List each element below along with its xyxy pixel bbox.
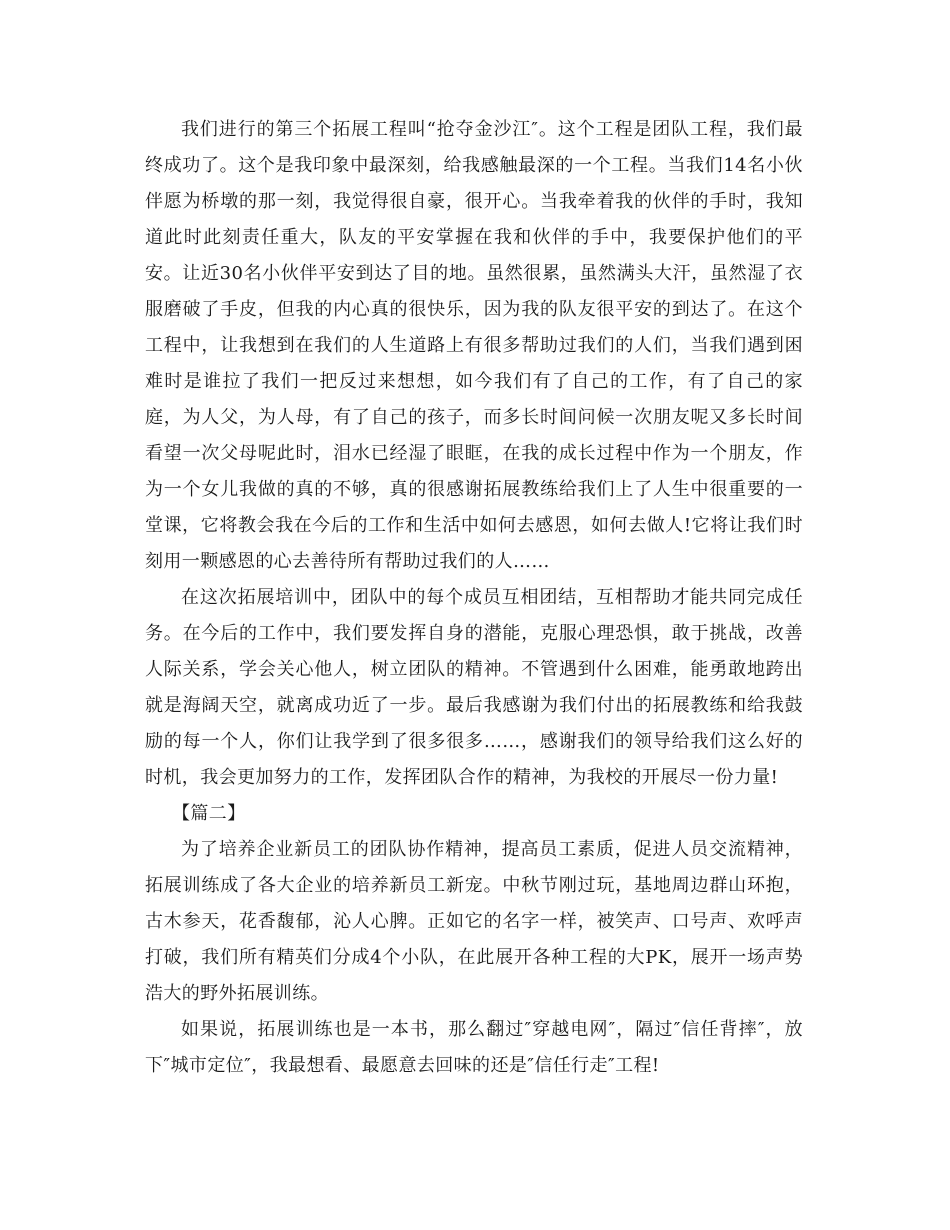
paragraph-project-three: 我们进行的第三个拓展工程叫“抢夺金沙江″。这个工程是团队工程，我们最终成功了。这个是我印象中最深刻，给我感触最深的一个工程。当我们14名小伙伴愿为桥墩的那一刻，我觉得很自豪，很开心。当我牵着我的伙伴的手时，我知道此时此刻责任重大，队友的平安掌握在我和伙伴的手中，我要保护他们的平安。让近30名小伙伴平安到达了目的地。虽然很累，虽然满头大汗，虽然湿了衣服磨破了手皮，但我的内心真的很快乐，因为我的队友很平安的到达了。在这个工程中，让我想到在我们的人生道路上有很多帮助过我们的人们，当我们遇到困难时是谁拉了我们一把反过来想想，如今我们有了自己的工作，有了自己的家庭，为人父，为人母，有了自己的孩子，而多长时间问候一次朋友呢又多长时间看望一次父母呢此时，泪水已经湿了眼眶，在我的成长过程中作为一个朋友，作为一个女儿我做的真的不够，真的很感谢拓展教练给我们上了人生中很重要的一堂课，它将教会我在今后的工作和生活中如何去感恩，如何去做人!它将让我们时刻用一颗感恩的心去善待所有帮助过我们的人…… <box>145 119 803 572</box>
paragraph-team-training: 在这次拓展培训中，团队中的每个成员互相团结，互相帮助才能共同完成任务。在今后的工作中，我们要发挥自身的潜能，克服心理恐惧，敢于挑战，改善人际关系，学会关心他人，树立团队的精神。不管遇到什么困难，能勇敢地跨出就是海阔天空，就离成功近了一步。最后我感谢为我们付出的拓展教练和给我鼓励的每一个人，你们让我学到了很多很多……，感谢我们的领导给我们这么好的时机，我会更加努力的工作，发挥团队合作的精神，为我校的开展尽一份力量! <box>145 587 803 788</box>
paragraph-training-book: 如果说，拓展训练也是一本书，那么翻过″穿越电网″，隔过″信任背摔″，放下″城市定位″，我最想看、最愿意去回味的还是″信任行走″工程! <box>145 1019 803 1076</box>
paragraph-new-employees: 为了培养企业新员工的团队协作精神，提高员工素质，促进人员交流精神，拓展训练成了各大企业的培养新员工新宠。中秋节刚过玩，基地周边群山环抱，古木参天，花香馥郁，沁人心脾。正如它的名字一样，被笑声、口号声、欢呼声打破，我们所有精英们分成4个小队，在此展开各种工程的大PK，展开一场声势浩大的野外拓展训练。 <box>145 839 803 1004</box>
document-page <box>145 112 803 1084</box>
section-heading: 【篇二】 <box>172 803 246 824</box>
